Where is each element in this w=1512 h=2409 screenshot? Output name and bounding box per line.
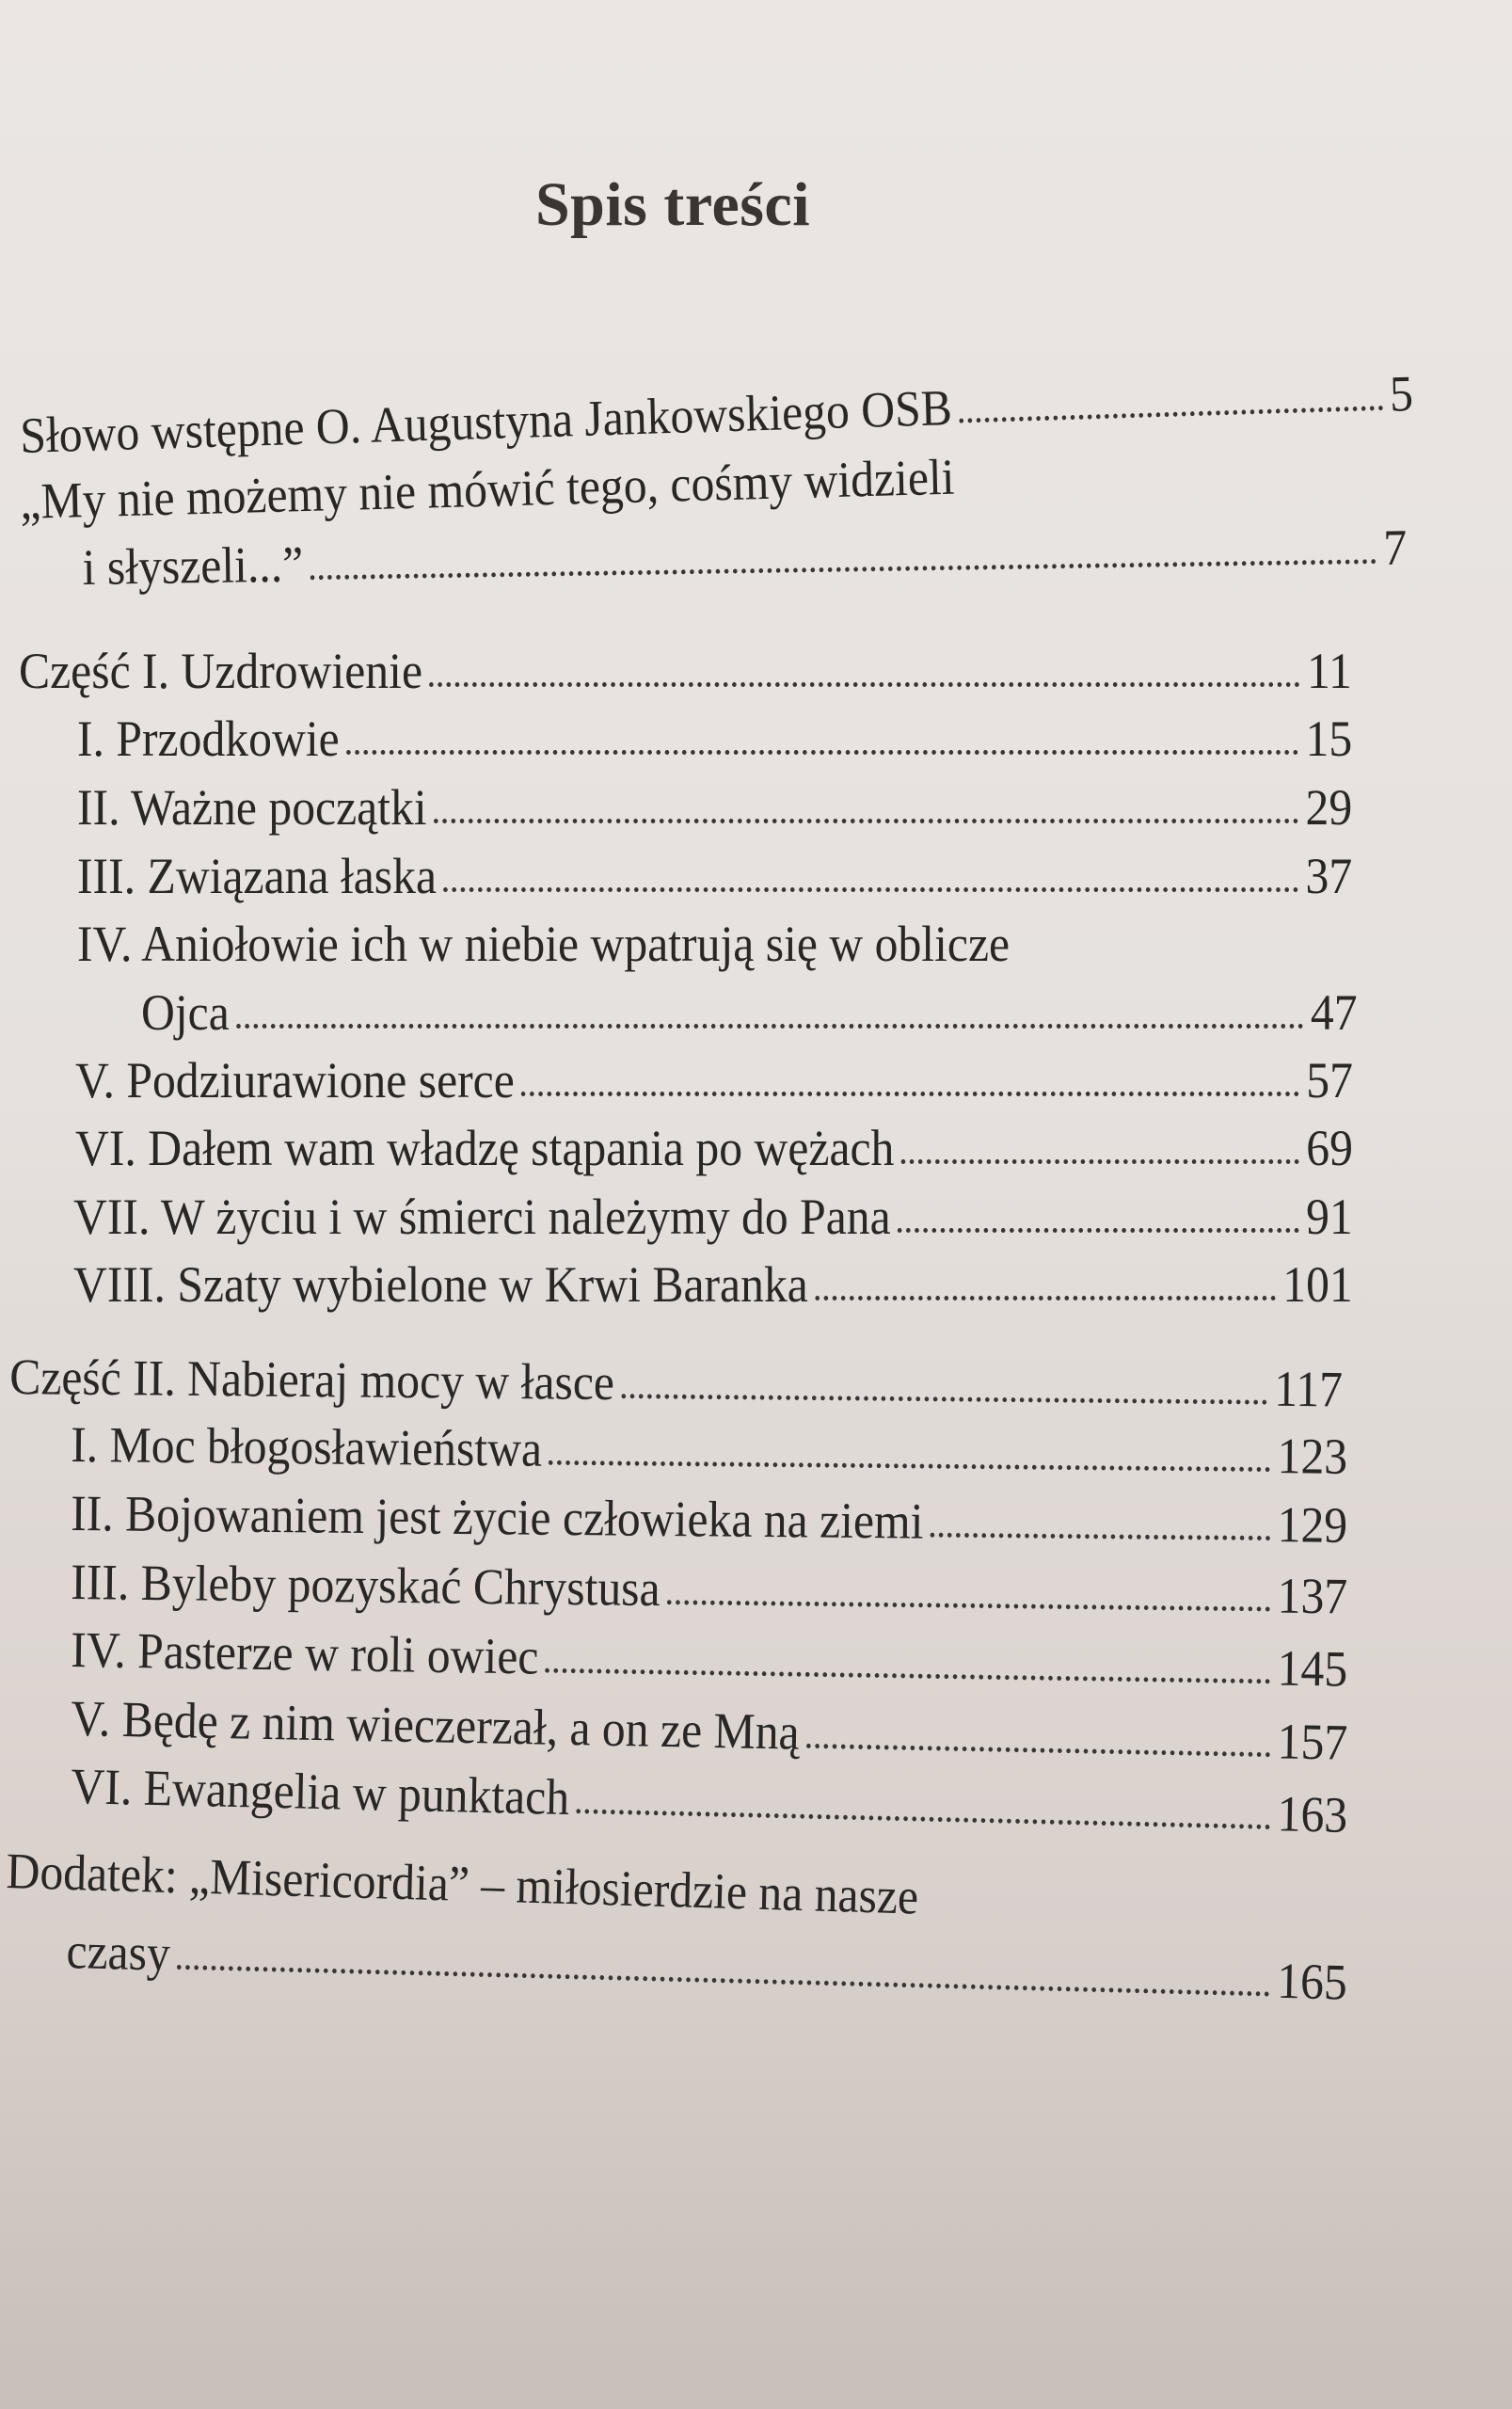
toc-entry-label: Dodatek: „Misericordia” – miłosierdzie na nasze <box>5 1843 919 1925</box>
toc-entry <box>77 698 1353 767</box>
toc-entry-page: 157 <box>1277 1713 1348 1771</box>
toc-entry-label: II. Ważne początki <box>77 779 427 836</box>
toc-entry-page: 145 <box>1277 1639 1348 1698</box>
toc-entry-label: VII. W życiu i w śmierci należymy do Pana <box>73 1189 891 1245</box>
toc-entry-page: 163 <box>1277 1785 1348 1843</box>
toc-entry-label: i słyszeli...” <box>82 535 304 596</box>
toc-entry-page: 57 <box>1306 1052 1353 1109</box>
toc-entry-page: 15 <box>1305 710 1353 767</box>
dot-leader <box>667 1600 1270 1611</box>
dot-leader <box>546 1668 1271 1684</box>
dot-leader <box>549 1460 1270 1472</box>
toc-entry-label: I. Przodkowie <box>77 710 340 767</box>
toc-entry-page: 91 <box>1306 1189 1353 1245</box>
toc-entry-label: III. Byleby pozyskać Chrystusa <box>70 1554 661 1618</box>
toc-entry <box>65 1910 1348 2011</box>
toc-entry-page: 137 <box>1277 1567 1348 1625</box>
toc-part-heading <box>8 1336 1344 1418</box>
toc-entry-page: 7 <box>1382 518 1408 577</box>
toc-entry <box>70 1404 1348 1485</box>
dot-leader <box>443 887 1298 892</box>
toc-entry-page: 129 <box>1277 1496 1348 1554</box>
toc-entry <box>73 1176 1353 1245</box>
toc-entry-label: IV. Aniołowie ich w niebie wpatrują się w oblicze <box>77 916 1011 972</box>
toc-entry <box>75 1108 1353 1176</box>
toc-entry-label: VI. Dałem wam władzę stąpania po wężach <box>75 1120 895 1176</box>
dot-leader <box>310 559 1377 580</box>
toc-entry <box>70 1473 1348 1554</box>
dot-leader <box>931 1533 1270 1540</box>
toc-entry-page: 47 <box>1310 984 1358 1041</box>
toc-entry-label: VIII. Szaty wybielone w Krwi Baranka <box>73 1256 808 1313</box>
toc-entry <box>77 836 1353 904</box>
toc-entry-label: Część I. Uzdrowienie <box>19 643 423 699</box>
toc-entry <box>77 767 1353 836</box>
toc-entry-label: II. Bojowaniem jest życie człowieka na ziemi <box>70 1485 924 1550</box>
toc-entry-label: czasy <box>65 1922 171 1982</box>
toc-part-heading <box>19 630 1352 699</box>
dot-leader <box>434 819 1298 823</box>
toc-entry-page: 117 <box>1274 1360 1344 1418</box>
toc-entry-label: V. Będę z nim wieczerzał, a on ze Mną <box>70 1690 801 1761</box>
dot-leader <box>177 1965 1270 1997</box>
toc-entry-page: 29 <box>1305 779 1353 836</box>
toc-entry <box>141 972 1358 1041</box>
toc-entry-label: Ojca <box>141 984 230 1041</box>
toc-entry-label: I. Moc błogosławieństwa <box>70 1416 543 1477</box>
toc-entry-label: IV. Pasterze w roli owiec <box>70 1621 539 1685</box>
toc-entry-label: „My nie możemy nie mówić tego, cośmy widzieli <box>19 448 956 530</box>
dot-leader <box>806 1744 1270 1757</box>
dot-leader <box>521 1092 1299 1096</box>
toc-entry-page: 11 <box>1306 643 1352 699</box>
dot-leader <box>815 1296 1276 1300</box>
dot-leader <box>236 1024 1303 1029</box>
toc-entry-page: 5 <box>1389 365 1414 423</box>
page-title: Spis treści <box>534 170 811 239</box>
toc-entry <box>73 1244 1353 1313</box>
dot-leader <box>621 1394 1267 1405</box>
toc-entry-label: Część II. Nabieraj mocy w łasce <box>8 1348 615 1412</box>
dot-leader <box>901 1159 1299 1164</box>
dot-leader <box>576 1809 1270 1829</box>
toc-entry-page: 69 <box>1306 1120 1353 1176</box>
toc-entry <box>77 903 1352 972</box>
dot-leader <box>346 750 1298 755</box>
toc-entry-label: V. Podziurawione serce <box>75 1052 515 1109</box>
toc-entry-page: 101 <box>1282 1256 1353 1313</box>
dot-leader <box>959 406 1383 423</box>
toc-entry-label: III. Związana łaska <box>77 848 438 904</box>
toc-entry-label: VI. Ewangelia w punktach <box>70 1758 570 1827</box>
toc-entry <box>75 1040 1353 1109</box>
toc-entry-page: 123 <box>1277 1428 1348 1485</box>
toc-entry-page: 37 <box>1305 848 1353 904</box>
dot-leader <box>898 1228 1299 1233</box>
toc-entry-label: Słowo wstępne O. Augustyna Jankowskiego OSB <box>19 378 953 464</box>
toc-entry-page: 165 <box>1276 1952 1348 2011</box>
toc-entry <box>70 1541 1348 1625</box>
dot-leader <box>429 682 1299 687</box>
